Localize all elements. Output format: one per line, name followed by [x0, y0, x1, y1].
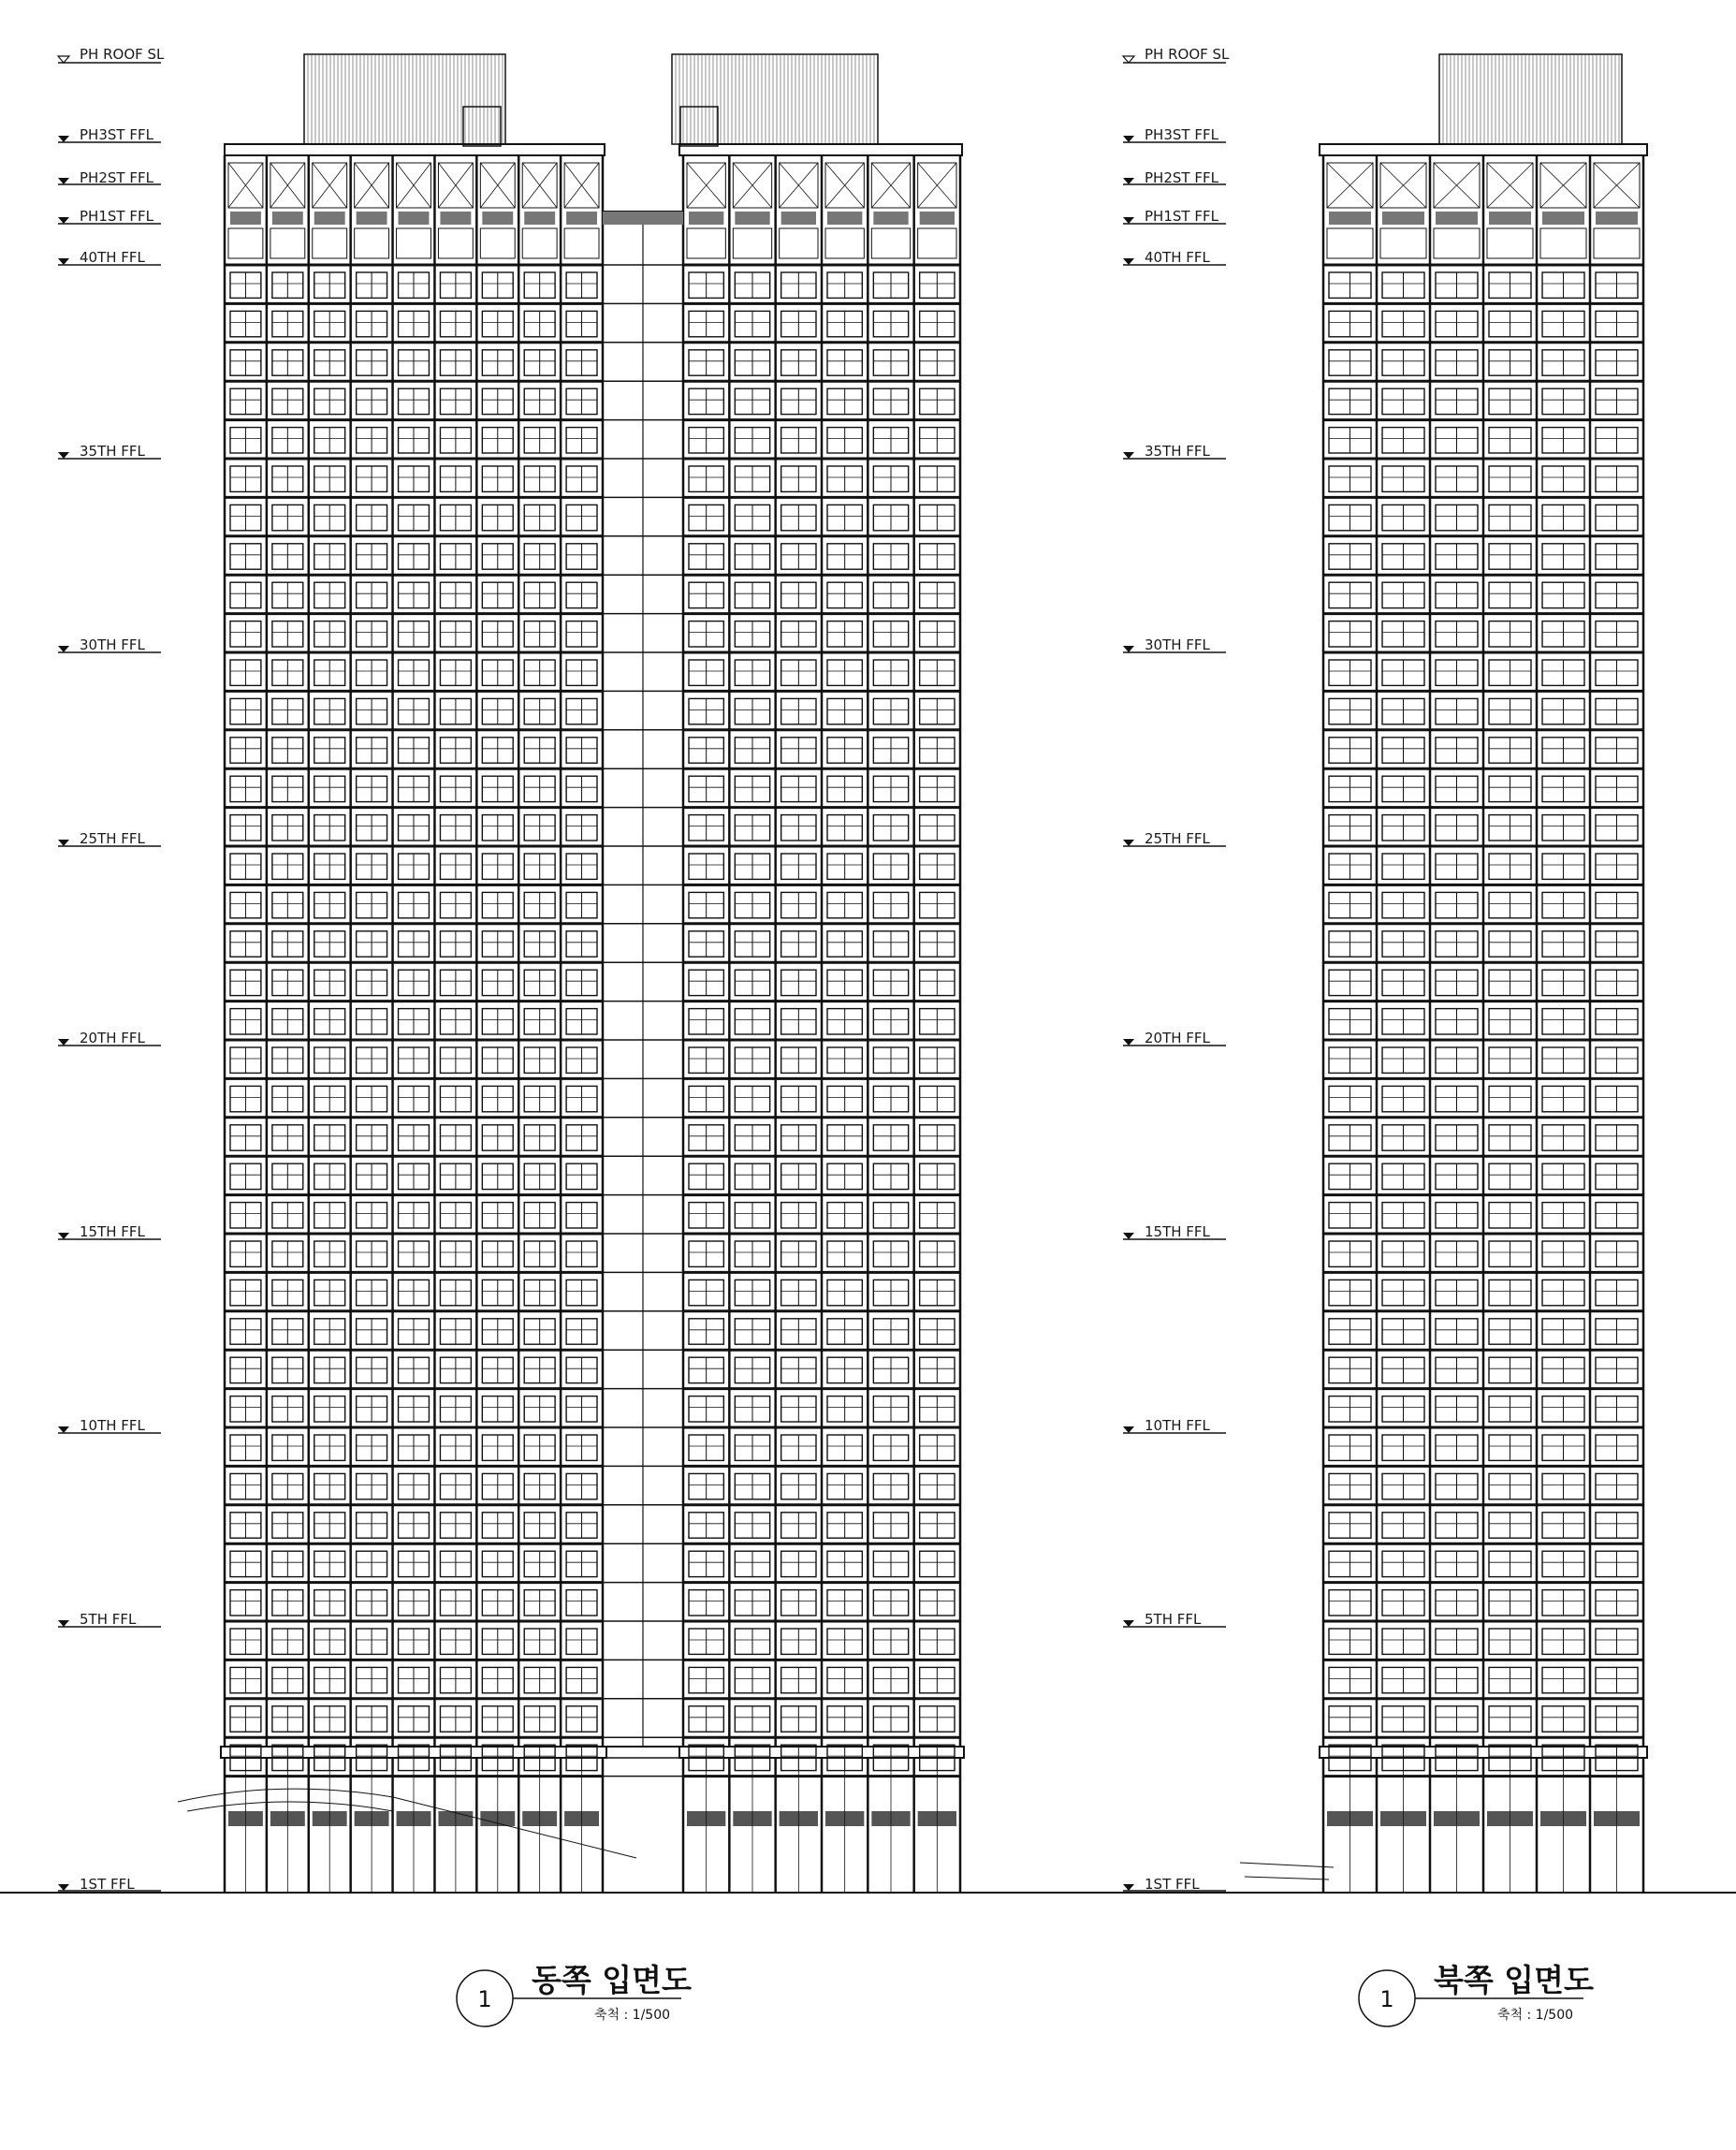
- level-marker: [1123, 249, 1226, 266]
- level-marker: [58, 208, 161, 225]
- level-marker: [58, 169, 161, 186]
- rooftop-structure: [672, 54, 878, 144]
- level-marker: [58, 1417, 161, 1434]
- penthouse-window: [1434, 228, 1480, 258]
- penthouse-window: [270, 228, 305, 258]
- level-label: 10TH FFL: [80, 1417, 145, 1434]
- north-podium: [1240, 1747, 1647, 1893]
- penthouse-window: [733, 228, 771, 258]
- level-marker: [58, 1030, 161, 1046]
- penthouse-brace: [564, 163, 599, 208]
- level-marker: [1123, 1876, 1226, 1893]
- penthouse-brace: [522, 163, 557, 208]
- railing: [1436, 212, 1478, 225]
- north-floor-grid: [1323, 155, 1643, 1777]
- roof-slab: [679, 144, 962, 155]
- railing: [781, 212, 816, 225]
- railing: [399, 212, 430, 225]
- level-marker: [1123, 1611, 1226, 1628]
- level-markers-left: [58, 46, 165, 1893]
- level-label: 35TH FFL: [1145, 443, 1210, 460]
- penthouse-window: [522, 228, 557, 258]
- level-label: 30TH FFL: [1145, 636, 1210, 653]
- railing: [524, 212, 555, 225]
- penthouse-brace: [871, 163, 910, 208]
- penthouse-window: [397, 228, 431, 258]
- level-label: 25TH FFL: [1145, 830, 1210, 847]
- railing: [1489, 212, 1531, 225]
- east-elevation-building: [178, 54, 964, 1893]
- level-label: 1ST FFL: [80, 1876, 135, 1893]
- penthouse-brace: [733, 163, 771, 208]
- level-marker: [58, 636, 161, 653]
- level-label: 10TH FFL: [1145, 1417, 1210, 1434]
- level-marker: [58, 126, 161, 143]
- level-label: 40TH FFL: [80, 249, 145, 266]
- north-elevation-title-block: [1359, 1962, 1594, 2026]
- penthouse-brace: [480, 163, 515, 208]
- level-marker: [58, 830, 161, 847]
- level-label: PH2ST FFL: [1145, 169, 1218, 186]
- railing: [873, 212, 908, 225]
- level-label: PH3ST FFL: [80, 126, 153, 143]
- north-elevation-building: [1240, 54, 1647, 1893]
- level-label: 15TH FFL: [80, 1223, 145, 1240]
- level-marker: [1123, 208, 1226, 225]
- railing: [735, 212, 769, 225]
- penthouse-window: [687, 228, 725, 258]
- level-marker: [58, 1223, 161, 1240]
- penthouse-brace: [1327, 163, 1373, 208]
- level-marker: [1123, 126, 1226, 143]
- level-label: PH3ST FFL: [1145, 126, 1218, 143]
- level-marker: [1123, 830, 1226, 847]
- level-label: 20TH FFL: [1145, 1030, 1210, 1046]
- penthouse-window: [438, 228, 473, 258]
- railing: [827, 212, 862, 225]
- penthouse-brace: [438, 163, 473, 208]
- east-elevation-title-block: [457, 1962, 692, 2026]
- level-label: PH1ST FFL: [80, 208, 153, 225]
- level-marker: [1123, 636, 1226, 653]
- penthouse-brace: [270, 163, 305, 208]
- penthouse-brace: [1434, 163, 1480, 208]
- stair-core-top: [680, 107, 718, 146]
- railing: [566, 212, 597, 225]
- level-label: 20TH FFL: [80, 1030, 145, 1046]
- north-elevation-title: 북쪽 입면도: [1434, 1962, 1594, 1998]
- level-marker: [1123, 1030, 1226, 1046]
- railing: [314, 212, 345, 225]
- railing: [272, 212, 303, 225]
- east-elevation-title: 동쪽 입면도: [532, 1962, 692, 1998]
- penthouse-brace: [687, 163, 725, 208]
- view-number: 1: [1379, 1986, 1394, 2012]
- penthouse-brace: [228, 163, 263, 208]
- penthouse-brace: [1540, 163, 1586, 208]
- railing: [1329, 212, 1371, 225]
- east-elevation-scale: 축척 : 1/500: [594, 2008, 671, 2023]
- lobby-entrance: [603, 1758, 683, 1893]
- level-label: 1ST FFL: [1145, 1876, 1200, 1893]
- level-markers-right: [1123, 46, 1230, 1893]
- level-marker: [1123, 1223, 1226, 1240]
- bridge-railing: [603, 212, 683, 225]
- penthouse-window: [825, 228, 864, 258]
- penthouse-window: [480, 228, 515, 258]
- level-label: 5TH FFL: [1145, 1611, 1202, 1628]
- level-marker: [58, 249, 161, 266]
- penthouse-window: [1594, 228, 1640, 258]
- penthouse-window: [313, 228, 347, 258]
- penthouse-brace: [1487, 163, 1533, 208]
- roof-slab: [1320, 144, 1647, 155]
- penthouse-brace: [1380, 163, 1426, 208]
- level-marker: [58, 46, 165, 63]
- level-marker: [58, 443, 161, 460]
- railing: [1596, 212, 1638, 225]
- level-label: 5TH FFL: [80, 1611, 137, 1628]
- penthouse-window: [564, 228, 599, 258]
- canopy-structure: [1240, 1863, 1334, 1879]
- penthouse-brace: [355, 163, 389, 208]
- level-label: PH ROOF SL: [1145, 46, 1230, 63]
- penthouse-window: [871, 228, 910, 258]
- north-elevation-scale: 축척 : 1/500: [1497, 2008, 1574, 2023]
- level-marker: [1123, 1417, 1226, 1434]
- level-label: 35TH FFL: [80, 443, 145, 460]
- level-marker: [1123, 169, 1226, 186]
- level-label: PH ROOF SL: [80, 46, 165, 63]
- level-marker: [58, 1611, 161, 1628]
- penthouse-brace: [313, 163, 347, 208]
- railing: [1382, 212, 1424, 225]
- east-floor-grid: [225, 155, 960, 1777]
- level-label: PH2ST FFL: [80, 169, 153, 186]
- level-label: 25TH FFL: [80, 830, 145, 847]
- railing: [689, 212, 723, 225]
- penthouse-window: [780, 228, 818, 258]
- penthouse-window: [228, 228, 263, 258]
- level-marker: [1123, 443, 1226, 460]
- railing: [482, 212, 513, 225]
- penthouse-window: [918, 228, 956, 258]
- railing: [440, 212, 471, 225]
- railing: [920, 212, 955, 225]
- level-label: 15TH FFL: [1145, 1223, 1210, 1240]
- penthouse-window: [355, 228, 389, 258]
- railing: [230, 212, 261, 225]
- penthouse-brace: [825, 163, 864, 208]
- rooftop-louver-pattern: [1443, 54, 1619, 144]
- railing: [1542, 212, 1584, 225]
- penthouse-brace: [780, 163, 818, 208]
- penthouse-window: [1380, 228, 1426, 258]
- level-marker: [58, 1876, 161, 1893]
- rooftop-louver-pattern: [308, 54, 874, 144]
- penthouse-window: [1487, 228, 1533, 258]
- penthouse-window: [1327, 228, 1373, 258]
- view-number: 1: [477, 1986, 492, 2012]
- penthouse-brace: [1594, 163, 1640, 208]
- east-podium: [178, 1747, 964, 1893]
- level-label: 30TH FFL: [80, 636, 145, 653]
- level-marker: [1123, 46, 1230, 63]
- railing: [357, 212, 387, 225]
- level-label: PH1ST FFL: [1145, 208, 1218, 225]
- penthouse-brace: [918, 163, 956, 208]
- level-label: 40TH FFL: [1145, 249, 1210, 266]
- roof-slab: [225, 144, 605, 155]
- penthouse-window: [1540, 228, 1586, 258]
- rooftop-structure: [1439, 54, 1622, 144]
- penthouse-brace: [397, 163, 431, 208]
